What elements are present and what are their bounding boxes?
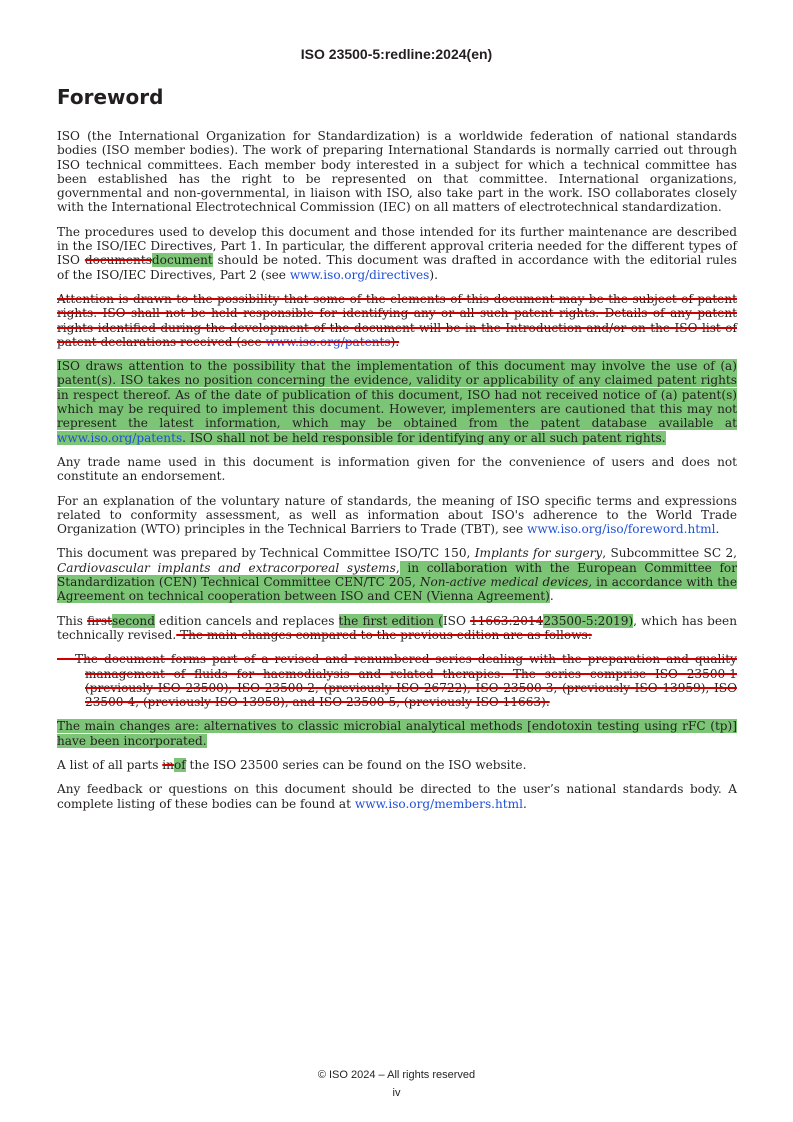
copyright-notice: © ISO 2024 – All rights reserved bbox=[317, 1069, 476, 1081]
paragraph-edition: This firstsecond edition cancels and replaces the first edition (ISO 11663:201423500-5:2019), which has been technically revised. The main changes compared to the previous edition are as follows: bbox=[57, 613, 738, 642]
deleted-text: in bbox=[162, 757, 174, 772]
paragraph-committee: This document was prepared by Technical Committee ISO/TC 150, Implants for surgery, Subcommittee SC 2, Cardiovascular implants and extracorporeal systems, in collaboration with the European Committee for Standardization (CEN) Technical Committee CEN/TC 205, Non-active medical devices, in accordance with the Agreement on technical cooperation between ISO and CEN (Vienna Agreement). bbox=[57, 546, 737, 604]
page-number: iv bbox=[392, 1087, 401, 1099]
paragraph-main-changes: The main changes are: alternatives to classic microbial analytical methods [endotoxin testing using rFC (tp)] have been incorporated. bbox=[57, 719, 737, 748]
paragraph-parts-list: A list of all parts inof the ISO 23500 series can be found on the ISO website. bbox=[57, 757, 527, 772]
inserted-text: 23500-5:2019) bbox=[543, 613, 634, 628]
patents-link-deleted[interactable]: www.iso.org/patents bbox=[265, 334, 391, 349]
foreword-body bbox=[57, 129, 737, 821]
paragraph-inserted-patent-notice: ISO draws attention to the possibility that the implementation of this document may involve the use of (a) patent(s). ISO takes no position concerning the evidence, validity or applicability of any claimed patent rights in respect thereof. As of the date of publication of this document, ISO had not received notice of (a) patent(s) which may be required to implement this document. However, implementers are cautioned that this may not represent the latest information, which may be obtained from the patent database available at www.iso.org/patents. ISO shall not be held responsible for identifying any or all such patent rights. bbox=[57, 359, 737, 445]
foreword-link[interactable]: www.iso.org/iso/foreword.html bbox=[527, 522, 716, 537]
paragraph-procedures: The procedures used to develop this document and those intended for its further maintenance are described in the ISO/IEC Directives, Part 1. In particular, the different approval criteria needed for the different types of ISO documentsdocument should be noted. This document was drafted in accordance with the editorial rules of the ISO/IEC Directives, Part 2 (see www.iso.org/directives). bbox=[57, 224, 737, 282]
deleted-text: The main changes compared to the previous edition are as follows: bbox=[176, 627, 592, 642]
paragraph-feedback: Any feedback or questions on this document should be directed to the user’s national standards body. A complete listing of these bodies can be found at www.iso.org/members.html. bbox=[57, 782, 737, 811]
page-title: Foreword bbox=[57, 85, 164, 109]
deleted-text: documents bbox=[84, 253, 152, 268]
inserted-text: the first edition ( bbox=[338, 613, 443, 628]
inserted-text: in accordance with the Agreement on technical cooperation between ISO and CEN (Vienna Agreement) bbox=[57, 575, 737, 604]
paragraph-deleted-series-note: — The document forms part of a revised and renumbered series dealing with the preparation and quality management of fluids for haemodialysis and related therapies. The series comprise ISO 23500-1 (previously ISO 23500), ISO 23500-2, (previously ISO 26722), ISO 23500-3, (previously ISO 13959), ISO 23500-4, (previously ISO 13958), and ISO 23500-5, (previously ISO 11663). bbox=[57, 652, 737, 710]
inserted-text: in collaboration with the European Committee for Standardization (CEN) Technical Committee CEN/TC 205, bbox=[57, 560, 737, 590]
inserted-text: of bbox=[173, 757, 186, 772]
deleted-text: 11663:2014 bbox=[470, 613, 544, 628]
inserted-text: document bbox=[151, 253, 213, 268]
members-link[interactable]: www.iso.org/members.html bbox=[354, 796, 523, 811]
paragraph-deleted-patent-notice: Attention is drawn to the possibility that some of the elements of this document may be the subject of patent rights. ISO shall not be held responsible for identifying any or all such patent rights. Details of any patent rights identified during the development of the document will be in the Introduction and/or on the ISO list of patent declarations received (see www.iso.org/patents). bbox=[57, 291, 737, 349]
patents-link[interactable]: www.iso.org/patents bbox=[57, 430, 183, 445]
inserted-text: Non-active medical devices, bbox=[419, 575, 593, 590]
page-footer bbox=[0, 1066, 793, 1102]
directives-link[interactable]: www.iso.org/directives bbox=[289, 267, 430, 282]
paragraph-trade-name: Any trade name used in this document is information given for the convenience of users and does not constitute an endorsement. bbox=[57, 454, 737, 484]
deleted-text: first bbox=[87, 613, 112, 628]
inserted-text: second bbox=[111, 613, 155, 628]
paragraph-iso-intro: ISO (the International Organization for Standardization) is a worldwide federation of national standards bodies (ISO member bodies). The work of preparing International Standards is normally carried out through ISO technical committees. Each member body interested in a subject for which a technical committee has been established has the right to be represented on that committee. International organizations, governmental and non-governmental, in liaison with ISO, also take part in the work. ISO collaborates closely with the International Electrotechnical Commission (IEC) on all matters of electrotechnical standardization. bbox=[57, 129, 737, 215]
paragraph-voluntary-nature: For an explanation of the voluntary nature of standards, the meaning of ISO specific terms and expressions related to conformity assessment, as well as information about ISO's adherence to the World Trade Organization (WTO) principles in the Technical Barriers to Trade (TBT), see www.iso.org/iso/foreword.html. bbox=[57, 493, 737, 537]
document-header: ISO 23500-5:redline:2024(en) bbox=[300, 46, 493, 62]
